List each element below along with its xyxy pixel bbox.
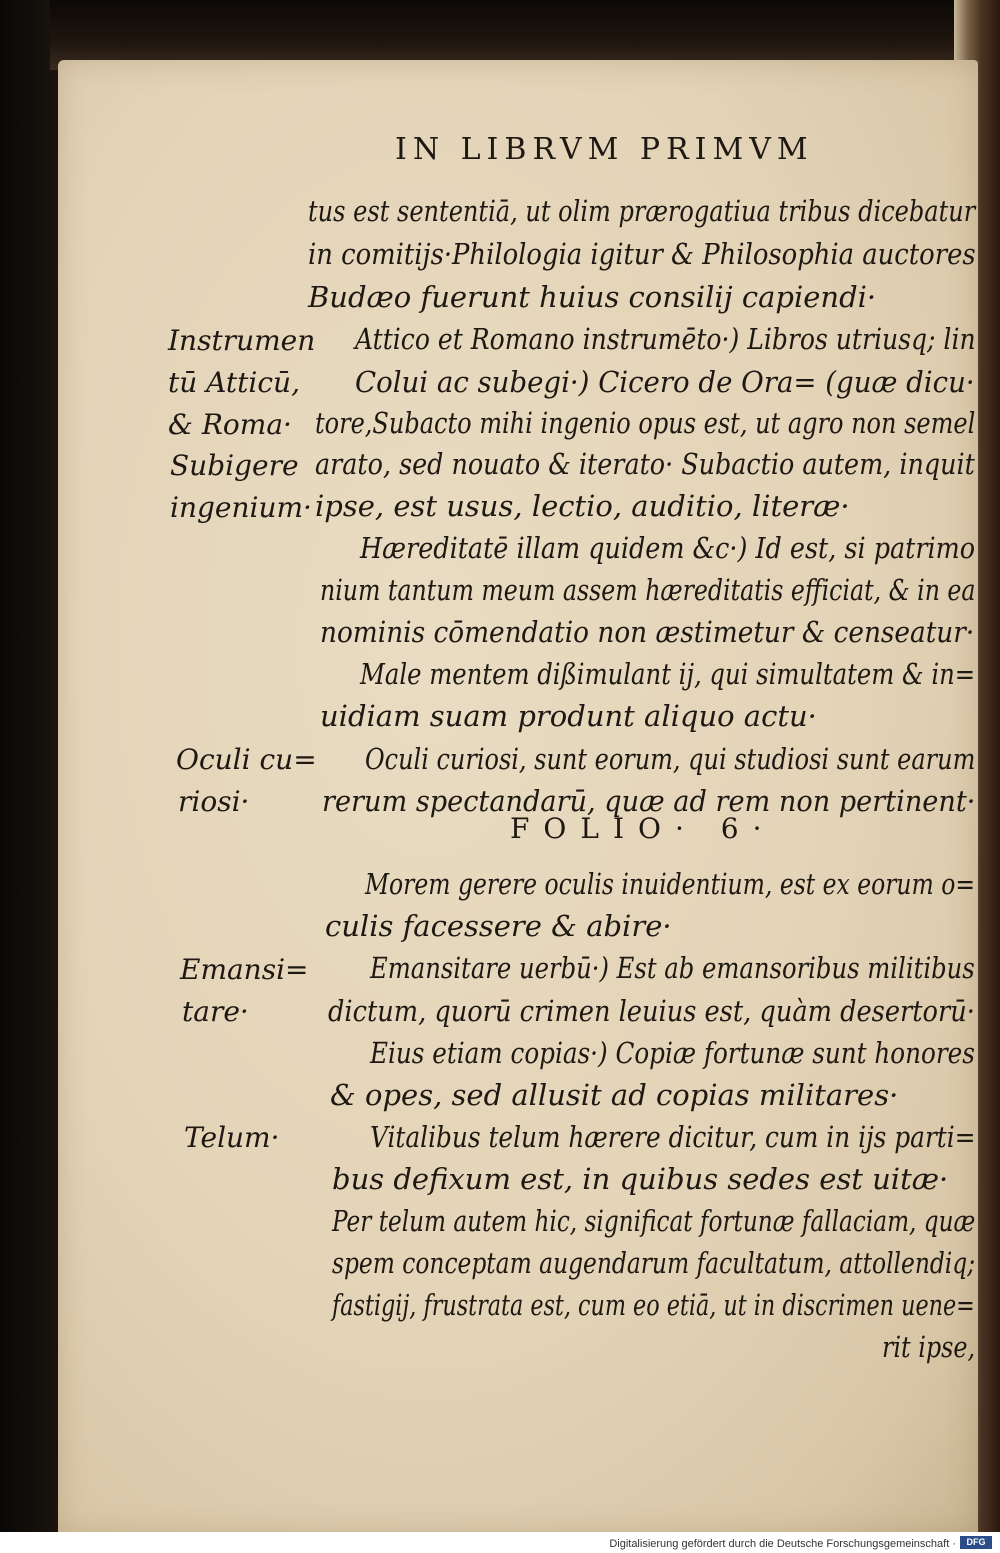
folio-number: FOLIO· 6· <box>510 812 776 845</box>
margin-note: Oculi cu= <box>176 743 317 776</box>
body-line: ipse, est usus, lectio, auditio, literæ· <box>315 489 850 523</box>
body-line: Attico et Romano instrumēto·) Libros utriusq; lin <box>355 322 976 356</box>
margin-note: Emansi= <box>180 953 309 986</box>
margin-note: Instrumen <box>168 324 316 357</box>
body-line: tore,Subacto mihi ingenio opus est, ut agro non semel <box>315 406 976 440</box>
body-line: nium tantum meum assem hæreditatis efficiat, & in ea <box>320 573 976 607</box>
footer-credit: Digitalisierung gefördert durch die Deutsche Forschungsgemeinschaft · <box>609 1538 956 1550</box>
body-line: Morem gerere oculis inuidentium, est ex eorum o= <box>365 867 976 901</box>
body-line: & opes, sed allusit ad copias militares· <box>330 1078 899 1112</box>
body-line: Oculi curiosi, sunt eorum, qui studiosi sunt earum <box>365 742 976 776</box>
running-head: IN LIBRVM PRIMVM <box>395 132 814 167</box>
margin-note: & Roma· <box>168 408 292 441</box>
body-line: Hæreditatē illam quidem &c·) Id est, si patrimo <box>360 531 976 565</box>
body-line: Emansitare uerbū·) Est ab emansoribus militibus <box>370 951 975 985</box>
dfg-logo: DFG <box>960 1536 992 1549</box>
body-line: Budæo fuerunt huius consilij capiendi· <box>308 280 877 314</box>
body-line: tus est sententiā, ut olim prærogatiua tribus dicebatur <box>308 194 976 228</box>
margin-note: riosi· <box>178 785 250 818</box>
body-line: dictum, quorū crimen leuius est, quàm desertorū· <box>328 994 975 1028</box>
body-line: Eius etiam copias·) Copiæ fortunæ sunt honores <box>370 1036 975 1070</box>
body-line: fastigij, frustrata est, cum eo etiā, ut in discrimen uene= <box>332 1288 975 1322</box>
margin-note: tare· <box>182 995 249 1028</box>
body-line: in comitijs·Philologia igitur & Philosophia auctores <box>308 237 976 271</box>
body-line: nominis cōmendatio non æstimetur & censeatur· <box>320 615 975 649</box>
body-line: Colui ac subegi·) Cicero de Ora= (guæ dicu· <box>355 365 975 399</box>
body-line: Per telum autem hic, significat fortunæ fallaciam, quæ <box>332 1204 976 1238</box>
body-line: spem conceptam augendarum facultatum, attollendiq; <box>332 1246 976 1280</box>
body-line: arato, sed nouato & iterato· Subactio autem, inquit <box>315 447 975 481</box>
margin-note: Subigere <box>170 449 299 482</box>
body-line: bus defixum est, in quibus sedes est uitæ· <box>332 1162 949 1196</box>
body-line: Male mentem dißimulant ij, qui simultatem & in= <box>360 657 976 691</box>
body-line: uidiam suam produnt aliquo actu· <box>320 699 817 733</box>
margin-note: tū Atticū, <box>168 366 300 399</box>
body-line: culis facessere & abire· <box>325 909 672 943</box>
body-line: Vitalibus telum hærere dicitur, cum in ijs parti= <box>370 1120 976 1154</box>
margin-note: Telum· <box>184 1121 280 1154</box>
body-line: rerum spectandarū, quæ ad rem non pertinent· <box>322 784 976 818</box>
body-line: rit ipse, <box>882 1330 976 1364</box>
margin-note: ingenium· <box>170 491 312 524</box>
